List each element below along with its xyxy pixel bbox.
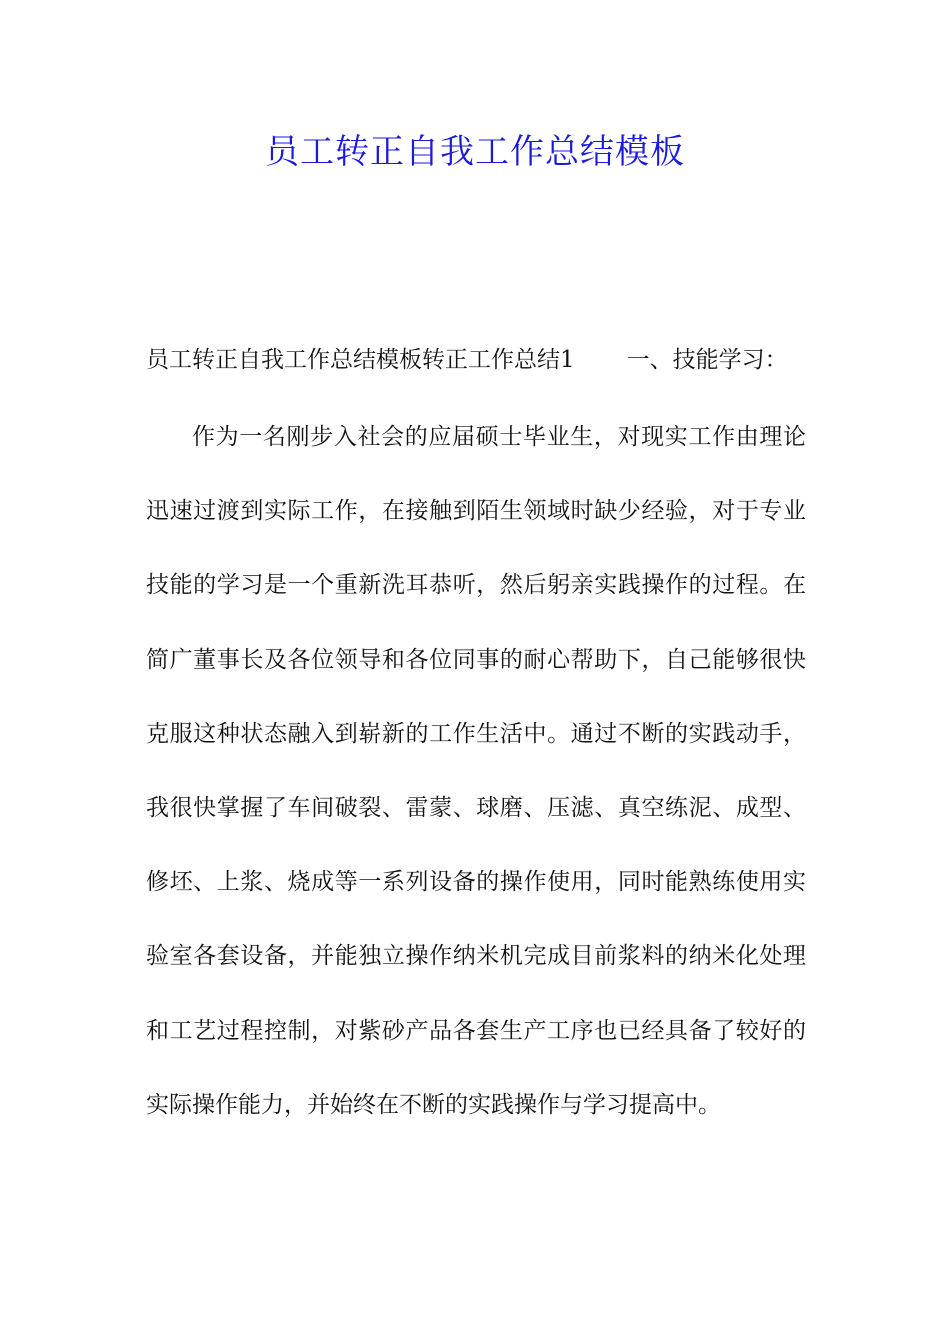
document-title: 员工转正自我工作总结模板 bbox=[265, 132, 685, 172]
section-heading: 一、技能学习： bbox=[626, 347, 788, 373]
body-paragraph: 作为一名刚步入社会的应届硕士毕业生，对现实工作由理论迅速过渡到实际工作，在接触到陌生领域时缺少经验，对于专业技能的学习是一个重新洗耳恭听，然后躬亲实践操作的过程。在简广董事长及各位领导和各位同事的耐心帮助下，自己能够很快克服这种状态融入到崭新的工作生活中。通过不断的实践动手，我很快掌握了车间破裂、雷蒙、球磨、压滤、真空练泥、成型、修坯、上浆、烧成等一系列设备的操作使用，同时能熟练使用实验室各套设备，并能独立操作纳米机完成目前浆料的纳米化处理和工艺过程控制，对紫砂产品各套生产工序也已经具备了较好的实际操作能力，并始终在不断的实践操作与学习提高中。 bbox=[146, 424, 806, 1118]
lead-heading: 员工转正自我工作总结模板转正工作总结1 bbox=[146, 347, 575, 373]
lead-line bbox=[146, 342, 806, 378]
